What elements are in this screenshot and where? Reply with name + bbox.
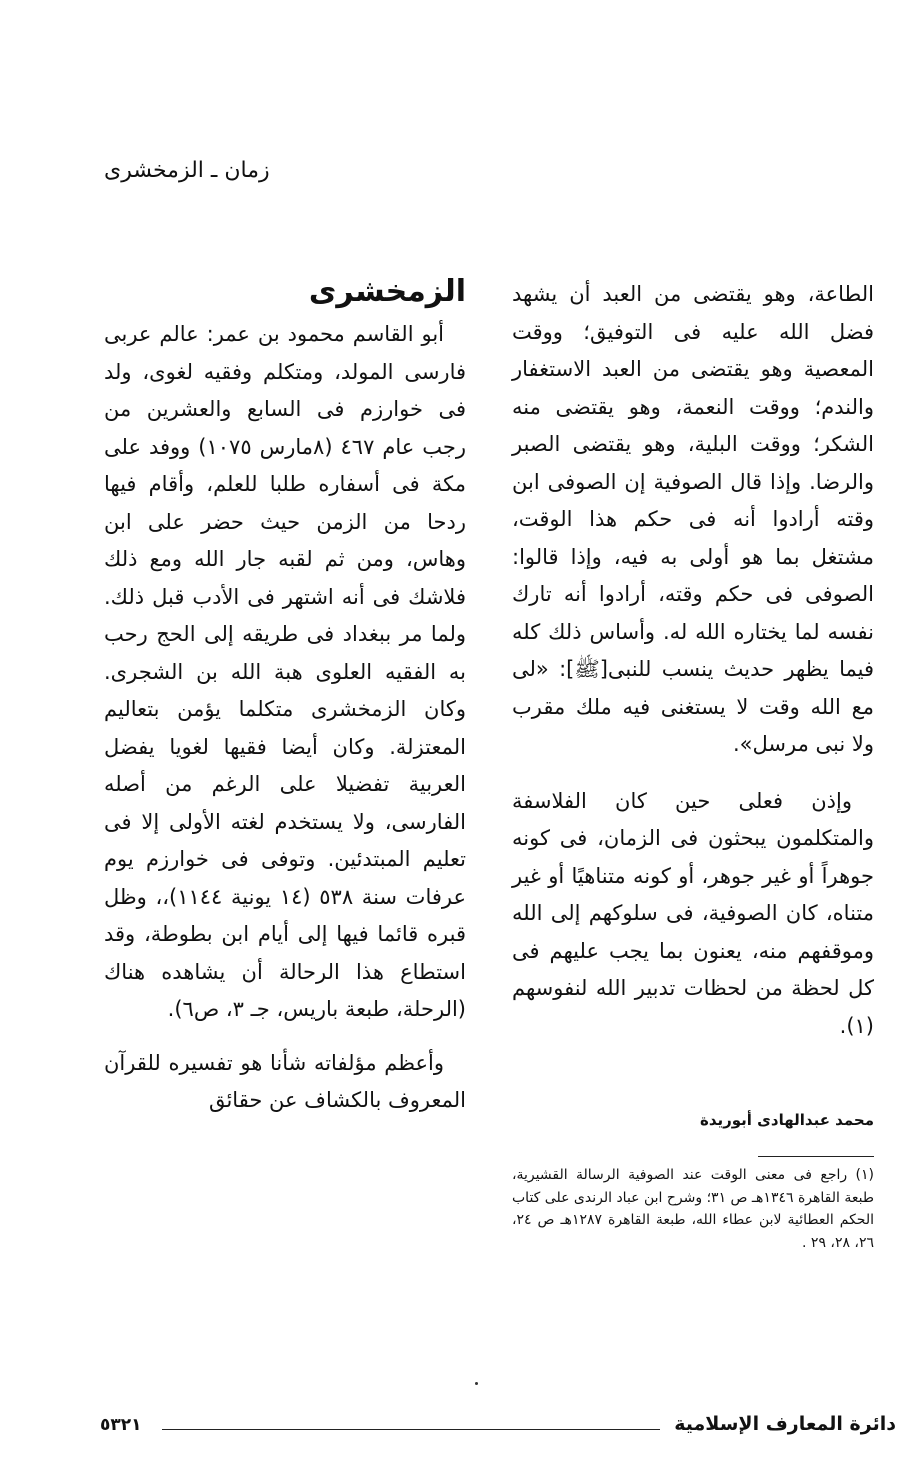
right-column [512,276,874,1045]
scan-speck [475,1382,478,1385]
body-paragraph: أبو القاسم محمود بن عمر: عالم عربى فارسى المولد، ومتكلم وفقيه لغوى، ولد فى خوارزم فى السابع والعشرين من رجب عام ٤٦٧ (٨مارس ١٠٧٥) ووفد على مكة فى أسفاره طلبا للعلم، وأقام فيها ردحا من الزمن حيث حضر على ابن وهاس، ومن ثم لقبه جار الله ومع ذلك فلاشك فى أنه اشتهر فى الأدب قبل ذلك. ولما مر ببغداد فى طريقه إلى الحج رحب به الفقيه العلوى هبة الله بن الشجرى. وكان الزمخشرى متكلما يؤمن بتعاليم المعتزلة. وكان أيضا فقيها لغويا يفضل العربية تفضيلا على الرغم من أصله الفارسى، ولا يستخدم لغته الأولى إلا فى تعليم المبتدئين. وتوفى فى خوارزم يوم عرفات سنة ٥٣٨ (١٤ يونية ١١٤٤)،، وظل قبره قائما فيها إلى أيام ابن بطوطة، وقد استطاع هذا الرحالة أن يشاهده هناك (الرحلة، طبعة باريس، جـ ٣، ص٦). [104,322,467,1021]
left-column [104,272,466,1120]
running-head: زمان ـ الزمخشرى [104,158,270,183]
body-paragraph: وإذن فعلى حين كان الفلاسفة والمتكلمون يبحثون فى الزمان، فى كونه جوهراً أو غير جوهر، أو كونه متناهيًا أو غير متناه، كان الصوفية، فى سلوكهم إلى الله وموقفهم منه، يعنون بما يجب عليهم فى كل لحظة من لحظات تدبير الله لنفوسهم (١). [512,788,874,1038]
article-title: الزمخشرى [308,274,466,309]
footnote-divider [758,1156,874,1157]
footer-title: دائرة المعارف الإسلامية [674,1413,896,1435]
page-footer [100,1413,896,1443]
page-number: ٥٣٢١ [100,1415,142,1435]
footer-divider [162,1429,660,1430]
body-paragraph: وأعظم مؤلفاته شأنا هو تفسيره للقرآن المعروف بالكشاف عن حقائق [104,1050,466,1112]
article-author: محمد عبدالهادى أبوريدة [699,1111,874,1129]
footnote: (١) راجع فى معنى الوقت عند الصوفية الرسالة القشيرية، طبعة القاهرة ١٣٤٦هـ ص ٣١؛ وشرح ابن عباد الرندى على كتاب الحكم العطائية لابن عطاء الله، طبعة القاهرة ١٢٨٧هـ ص ٢٤، ٢٦، ٢٨، ٢٩ . [512,1167,875,1251]
body-paragraph: الطاعة، وهو يقتضى من العبد أن يشهد فضل الله عليه فى التوفيق؛ ووقت المعصية وهو يقتضى من العبد الاستغفار والندم؛ ووقت النعمة، وهو يقتضى منه الشكر؛ ووقت البلية، وهو يقتضى الصبر والرضا. وإذا قال الصوفية إن الصوفى ابن وقته أرادوا أنه فى حكم هذا الوقت، مشتغل بما هو أولى به فيه، وإذا قالوا: الصوفى فى حكم وقته، أرادوا أنه تارك نفسه لما يختاره الله له. وأساس ذلك كله فيما يظهر حديث ينسب للنبى[ﷺ]: «لى مع الله وقت لا يستغنى فيه ملك مقرب ولا نبى مرسل». [512,282,874,756]
